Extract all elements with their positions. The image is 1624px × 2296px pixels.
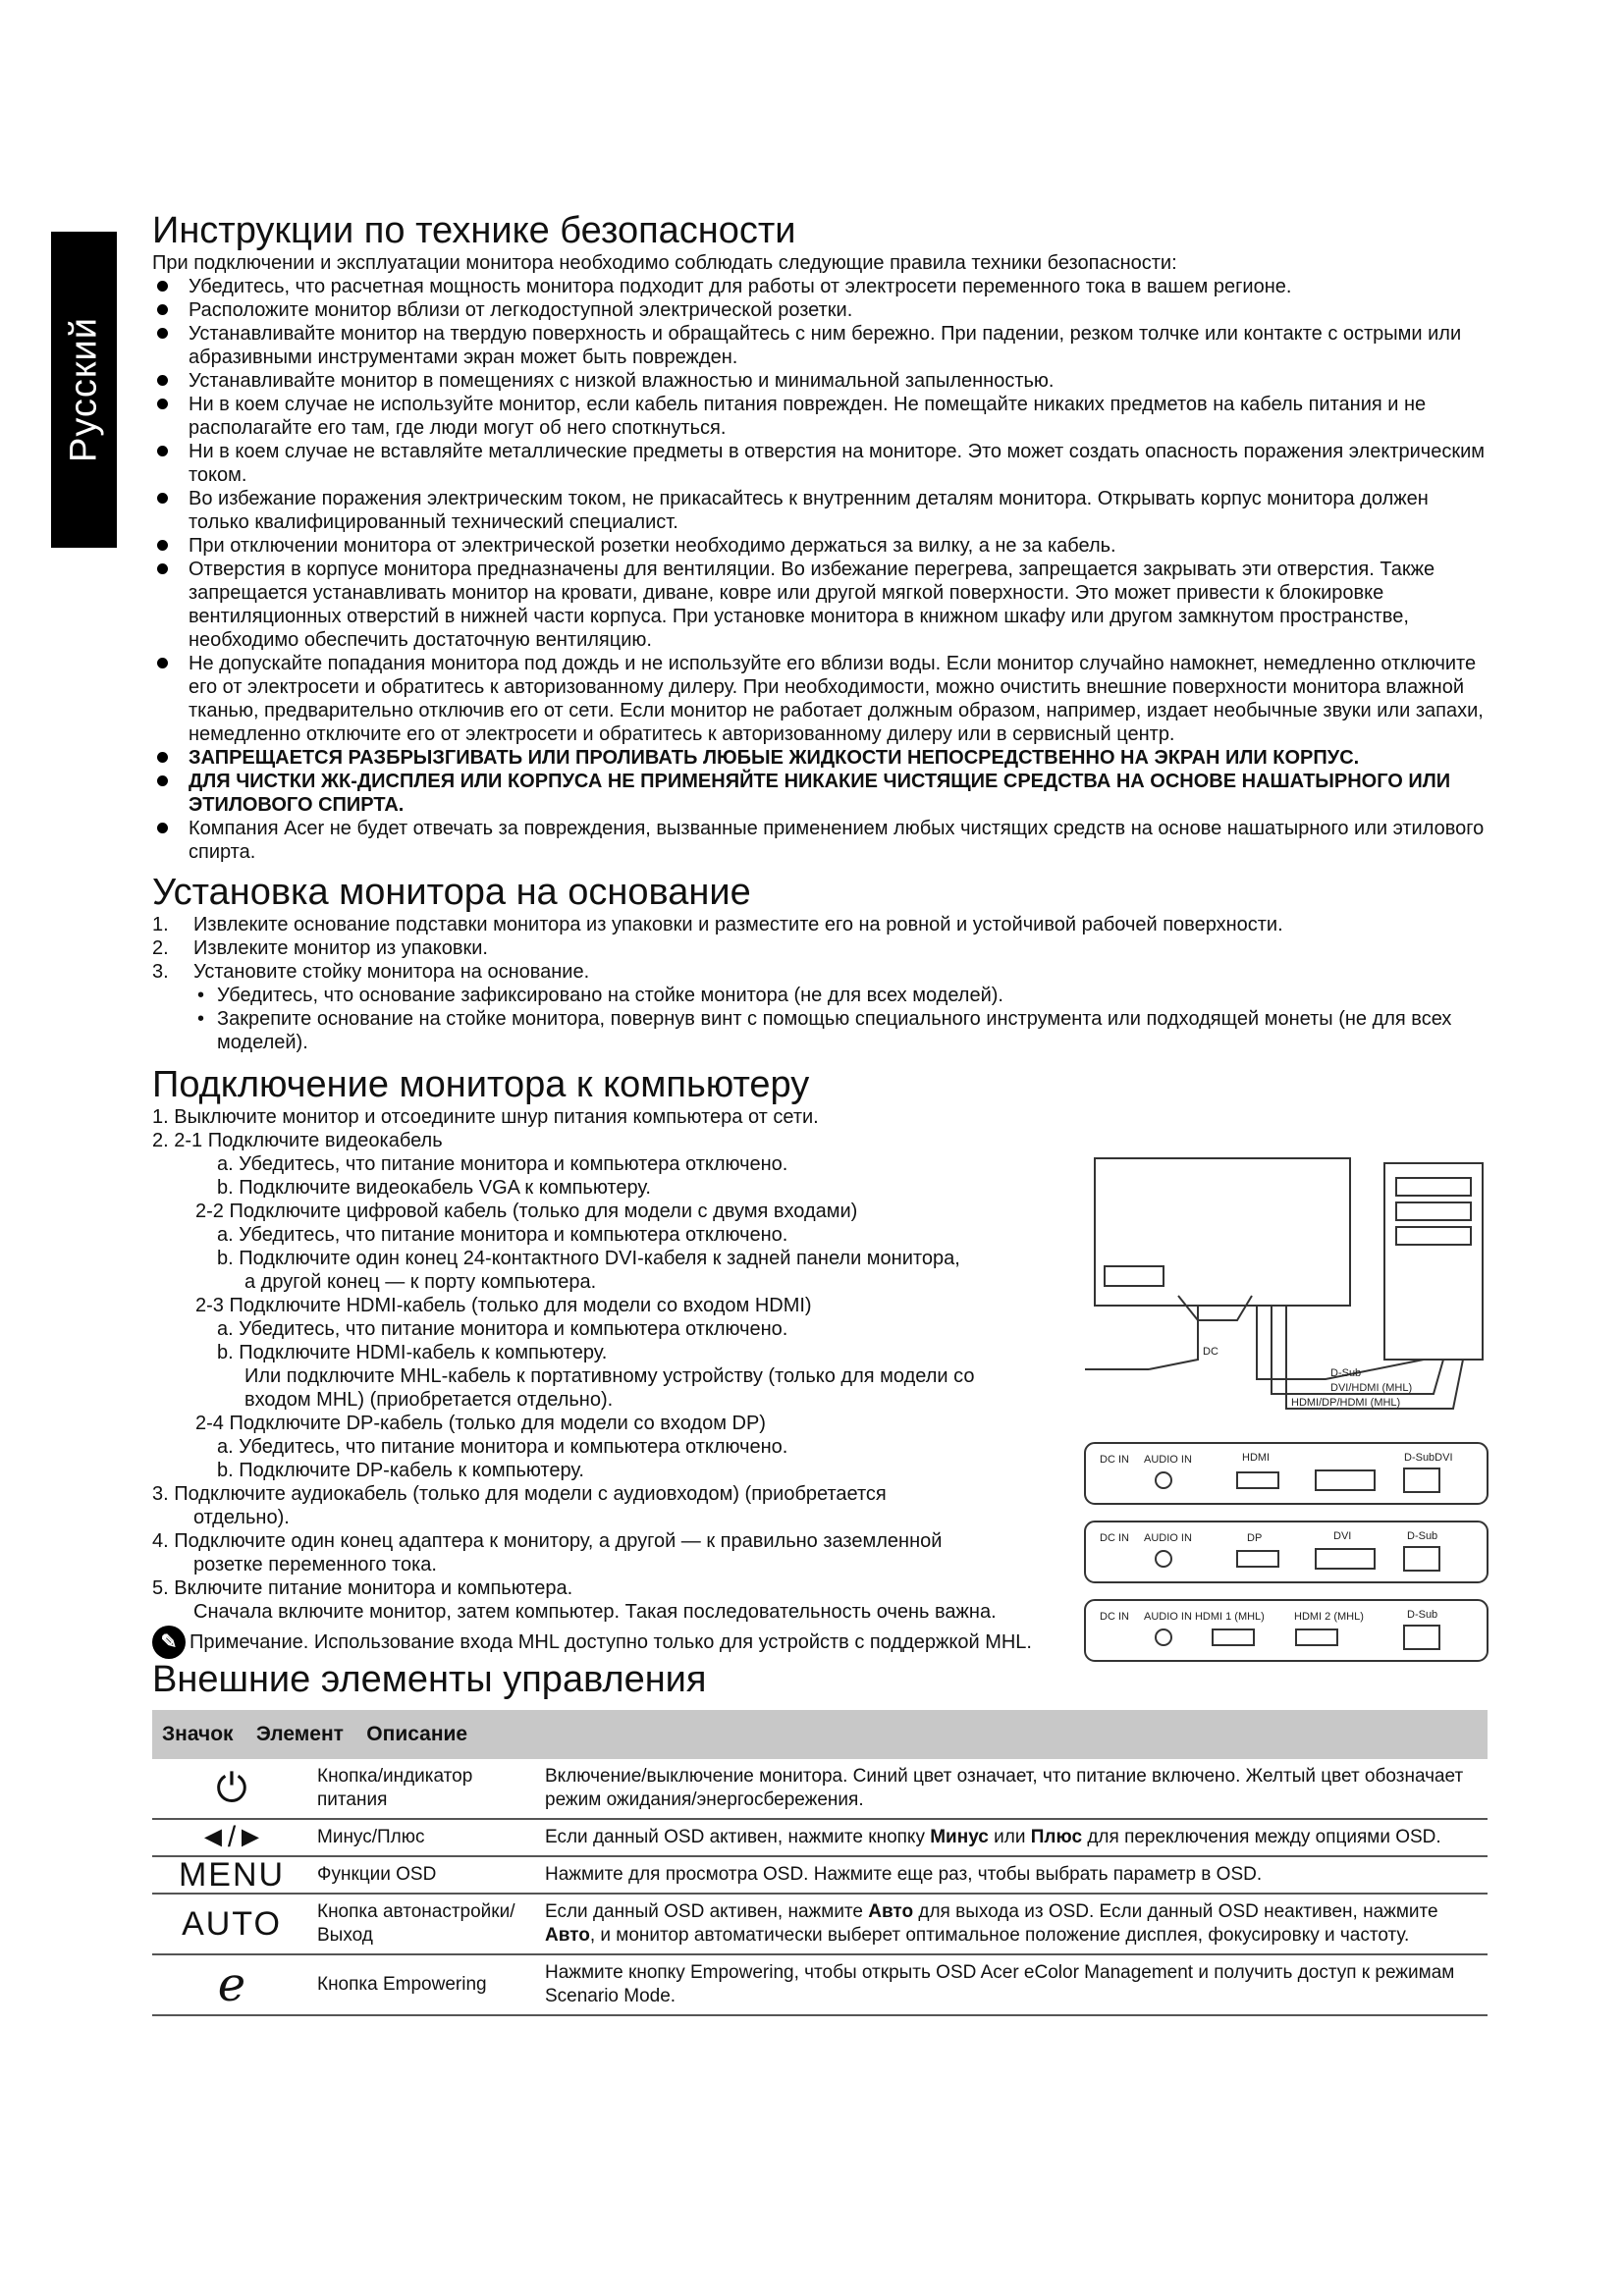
note-text: Примечание. Использование входа MHL доступно только для устройств с поддержкой MHL. (189, 1631, 1032, 1653)
desc-cell: Включение/выключение монитора. Синий цвет означает, что питание включено. Желтый цвет обозначает режим ожидания/энергосбережения. (539, 1759, 1488, 1819)
port-label: D-Sub (1407, 1609, 1438, 1621)
connect-line: а другой конец — к порту компьютера. (244, 1271, 597, 1293)
page-content (152, 210, 1488, 2016)
table-row (152, 1819, 1488, 1856)
element-cell: Кнопка автонастройки/ Выход (311, 1894, 539, 1954)
connect-line: b. Подключите один конец 24-контактного DVI-кабеля к задней панели монитора, (217, 1248, 960, 1269)
list-item: Ни в коем случае не используйте монитор, если кабель питания поврежден. Не помещайте никаких предметов на кабель питания и не располагайте его там, где люди могут об него споткнуться. (152, 393, 1488, 440)
language-side-tab (51, 232, 117, 548)
monitor-port-block (1105, 1266, 1164, 1286)
connect-line: 4. Подключите один конец адаптера к монитору, а другой — к правильно заземленной (152, 1530, 943, 1552)
connect-line: 1. Выключите монитор и отсоедините шнур питания компьютера от сети. (152, 1106, 819, 1128)
connect-line: 2-4 Подключите DP-кабель (только для модели со входом DP) (195, 1413, 766, 1434)
port-label: DP (1247, 1532, 1263, 1544)
connect-line: 5. Включите питание монитора и компьютера. (152, 1577, 573, 1599)
connect-line: 2-3 Подключите HDMI-кабель (только для модели со входом HDMI) (195, 1295, 812, 1316)
connect-line: 2. 2-1 Подключите видеокабель (152, 1130, 443, 1151)
list-item: Во избежание поражения электрическим током, не прикасайтесь к внутренним деталям монитора. Открывать корпус монитора должен только квалифицированный технический специалист. (152, 487, 1488, 534)
stand-step: 1. Извлеките основание подставки монитора из упаковки и разместите его на ровной и устойчивой рабочей поверхности. (152, 914, 1283, 935)
pc-drive-bay (1396, 1178, 1471, 1196)
monitor-back (1095, 1158, 1350, 1306)
dvi-port-icon (1316, 1549, 1375, 1569)
dsub-port-icon (1404, 1468, 1439, 1492)
list-item: Не допускайте попадания монитора под дождь и не используйте его вблизи воды. Если монитор случайно намокнет, немедленно отключите его от электросети и обратитесь к авторизованному дилеру. При необходимости, можно очистить внешние поверхности монитора влажной тканью, предварительно отключив его от сети. Если монитор не работает должным образом, например, издает необычные звуки или запахи, немедленно отключите его от электросети и обратитесь к авторизованному дилеру или в сервисный центр. (152, 652, 1488, 746)
port-label: AUDIO IN HDMI 1 (MHL) (1144, 1611, 1265, 1623)
dp-port-icon (1237, 1551, 1278, 1567)
element-cell: Минус/Плюс (311, 1819, 539, 1856)
list-item-warning: ДЛЯ ЧИСТКИ ЖК-ДИСПЛЕЯ ИЛИ КОРПУСА НЕ ПРИМЕНЯЙТЕ НИКАКИЕ ЧИСТЯЩИЕ СРЕДСТВА НА ОСНОВЕ НАШАТЫРНОГО ИЛИ ЭТИЛОВОГО СПИРТА. (152, 770, 1488, 817)
minus-plus-icon: ◄/► (152, 1819, 311, 1856)
port-label: AUDIO IN (1144, 1454, 1192, 1466)
list-item: Отверстия в корпусе монитора предназначены для вентиляции. Во избежание перегрева, запрещается закрывать эти отверстия. Также запрещается устанавливать монитор на кровати, диване, ковре или другой мягкой поверхности. Это может привести к блокировке вентиляционных отверстий в нижней части корпуса. При установке монитора в книжном шкафу или другом замкнутом пространстве, необходимо обеспечить достаточную вентиляцию. (152, 558, 1488, 652)
connect-line: b. Подключите HDMI-кабель к компьютеру. (217, 1342, 608, 1363)
stand-substep: • Закрепите основание на стойке монитора, повернув винт с помощью специального инструмента или подходящей монеты (не для всех моделей). (197, 1008, 1452, 1053)
language-label: Русский (63, 317, 104, 462)
list-item: При отключении монитора от электрической розетки необходимо держаться за вилку, а не за кабель. (152, 534, 1488, 558)
port-label: HDMI (1242, 1452, 1271, 1464)
audio-jack-icon (1156, 1629, 1171, 1645)
dsub-label: D-Sub (1330, 1367, 1362, 1379)
connect-line: 3. Подключите аудиокабель (только для модели с аудиовходом) (приобретается (152, 1483, 887, 1505)
connect-line: Или подключите MHL-кабель к портативному устройству (только для модели со (244, 1365, 975, 1387)
safety-intro: При подключении и эксплуатации монитора необходимо соблюдать следующие правила техники безопасности: (152, 252, 1177, 274)
element-cell: Функции OSD (311, 1856, 539, 1894)
stand-step: 2. Извлеките монитор из упаковки. (152, 937, 488, 959)
port-label: DC IN (1100, 1611, 1129, 1623)
audio-jack-icon (1156, 1472, 1171, 1488)
desc-cell: Если данный OSD активен, нажмите кнопку Минус или Плюс для переключения между опциями OSD. (539, 1819, 1488, 1856)
power-icon: ⏻ (152, 1759, 311, 1819)
port-label: DVI (1333, 1530, 1352, 1542)
video-cable-2 (1272, 1306, 1443, 1394)
connect-line: отдельно). (193, 1507, 290, 1528)
dc-label: DC (1203, 1346, 1218, 1358)
empowering-icon: e (152, 1954, 311, 2015)
pc-drive-bay (1396, 1202, 1471, 1220)
connect-line: a. Убедитесь, что питание монитора и компьютера отключено. (217, 1436, 788, 1458)
list-item: Устанавливайте монитор на твердую поверхность и обращайтесь с ним бережно. При падении, резком толчке или контакте с острыми или абразивными инструментами экран может быть поврежден. (152, 322, 1488, 369)
connect-line: b. Подключите DP-кабель к компьютеру. (217, 1460, 584, 1481)
connect-instructions (152, 1105, 1065, 1624)
controls-title: Внешние элементы управления (152, 1659, 707, 1700)
pc-tower (1384, 1163, 1483, 1360)
table-row (152, 1759, 1488, 1819)
port-label: D-SubDVI (1404, 1452, 1453, 1464)
dvi-port-icon (1316, 1470, 1375, 1490)
dsub-port-icon (1404, 1626, 1439, 1649)
table-header-cell: Значок Элемент Описание (152, 1710, 1488, 1759)
connect-line: Сначала включите монитор, затем компьютер. Такая последовательность очень важна. (193, 1601, 997, 1623)
hdmi-dp-label: HDMI/DP/HDMI (MHL) (1291, 1397, 1401, 1409)
list-item: Устанавливайте монитор в помещениях с низкой влажностью и минимальной запыленностью. (152, 369, 1488, 393)
list-item-warning: ЗАПРЕЩАЕТСЯ РАЗБРЫЗГИВАТЬ ИЛИ ПРОЛИВАТЬ ЛЮБЫЕ ЖИДКОСТИ НЕПОСРЕДСТВЕННО НА ЭКРАН ИЛИ КОРПУС. (152, 746, 1488, 770)
stand-title: Установка монитора на основание (152, 872, 751, 913)
connect-line: входом MHL) (приобретается отдельно). (244, 1389, 614, 1411)
note-icon: ✎ (152, 1626, 186, 1659)
safety-list (152, 275, 1488, 864)
auto-icon: AUTO (152, 1894, 311, 1954)
table-row (152, 1856, 1488, 1894)
hdmi1-port-icon (1213, 1629, 1254, 1645)
stand-steps (152, 913, 1488, 984)
list-item: Компания Acer не будет отвечать за повреждения, вызванные применением любых чистящих средств на основе нашатырного или этилового спирта. (152, 817, 1488, 864)
list-item: Расположите монитор вблизи от легкодоступной электрической розетки. (152, 298, 1488, 322)
connect-line: 2-2 Подключите цифровой кабель (только для модели с двумя входами) (195, 1201, 858, 1222)
port-label: AUDIO IN (1144, 1532, 1192, 1544)
connect-title: Подключение монитора к компьютеру (152, 1064, 810, 1105)
hdmi-port-icon (1237, 1472, 1278, 1488)
audio-jack-icon (1156, 1551, 1171, 1567)
stand-substep: • Убедитесь, что основание зафиксировано на стойке монитора (не для всех моделей). (197, 985, 1003, 1006)
table-row (152, 1954, 1488, 2015)
desc-cell: Если данный OSD активен, нажмите Авто для выхода из OSD. Если данный OSD неактивен, нажмите Авто, и монитор автоматически выберет оптимальное положение дисплея, фокусировку и частоту. (539, 1894, 1488, 1954)
hdmi2-port-icon (1296, 1629, 1337, 1645)
port-label: DC IN (1100, 1532, 1129, 1544)
connection-diagram (1080, 1148, 1492, 1679)
connect-line: розетке переменного тока. (193, 1554, 437, 1575)
port-label: D-Sub (1407, 1530, 1438, 1542)
port-label: DC IN (1100, 1454, 1129, 1466)
table-row (152, 1894, 1488, 1954)
connect-line: b. Подключите видеокабель VGA к компьютеру. (217, 1177, 651, 1199)
desc-cell: Нажмите для просмотра OSD. Нажмите еще раз, чтобы выбрать параметр в OSD. (539, 1856, 1488, 1894)
list-item: Убедитесь, что расчетная мощность монитора подходит для работы от электросети переменного тока в вашем регионе. (152, 275, 1488, 298)
list-item: Ни в коем случае не вставляйте металлические предметы в отверстия на мониторе. Это может создать опасность поражения электрическим током. (152, 440, 1488, 487)
controls-table (152, 1710, 1488, 2016)
monitor-stand (1178, 1296, 1252, 1320)
safety-title: Инструкции по технике безопасности (152, 210, 796, 251)
connect-line: a. Убедитесь, что питание монитора и компьютера отключено. (217, 1224, 788, 1246)
menu-icon: MENU (152, 1856, 311, 1894)
stand-step: 3. Установите стойку монитора на основание. (152, 961, 590, 983)
element-cell: Кнопка/индикатор питания (311, 1759, 539, 1819)
table-header (152, 1710, 1488, 1759)
dc-cable (1149, 1306, 1198, 1369)
connect-line: a. Убедитесь, что питание монитора и компьютера отключено. (217, 1318, 788, 1340)
port-label: HDMI 2 (MHL) (1294, 1611, 1364, 1623)
connect-line: a. Убедитесь, что питание монитора и компьютера отключено. (217, 1153, 788, 1175)
dsub-port-icon (1404, 1547, 1439, 1571)
element-cell: Кнопка Empowering (311, 1954, 539, 2015)
dvi-hdmi-label: DVI/HDMI (MHL) (1330, 1382, 1413, 1394)
pc-drive-bay (1396, 1227, 1471, 1245)
desc-cell: Нажмите кнопку Empowering, чтобы открыть OSD Acer eColor Management и получить доступ к режимам Scenario Mode. (539, 1954, 1488, 2015)
